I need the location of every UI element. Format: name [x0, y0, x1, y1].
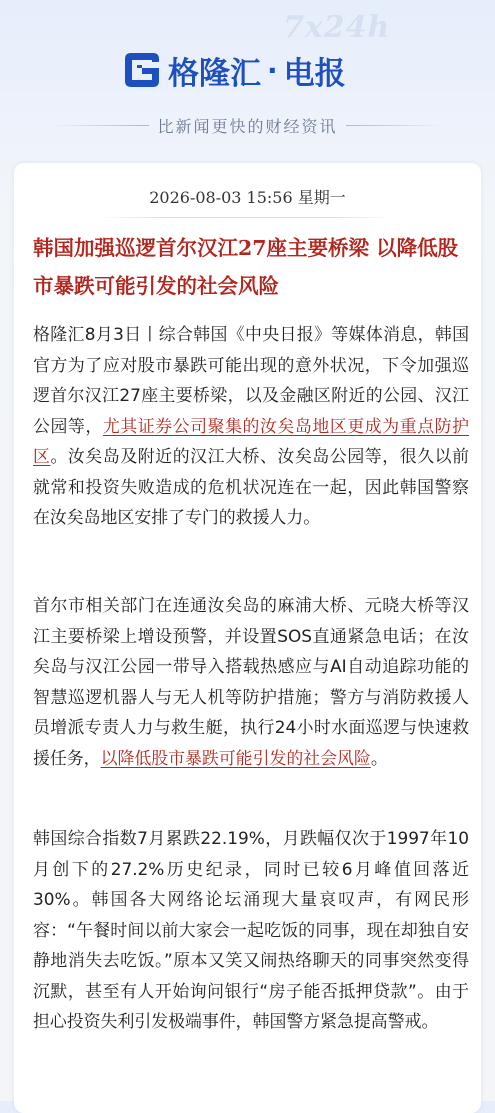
article-paragraph-1	[33, 319, 469, 533]
article-paragraph-3	[33, 823, 469, 1037]
article-paragraph-2	[33, 590, 469, 773]
gelonghui-logo-icon	[122, 50, 162, 90]
paragraph-1-text-a: 格隆汇8月3日丨综合韩国《中央日报》等媒体消息，韩国官方为了应对股市暴跌可能出现的意外状况，下令加强巡逻首尔汉江27座主要桥梁，以及金融区附近的公园、汉江公园等，	[33, 324, 469, 436]
paragraph-1-highlight: 尤其证券公司聚集的汝矣岛地区更成为重点防护区	[33, 415, 470, 466]
paragraph-2-highlight: 以降低股市暴跌可能引发的社会风险	[100, 747, 371, 768]
brand-section: 电报	[283, 55, 346, 92]
paragraph-3-text: 韩国综合指数7月累跌22.19%，月跌幅仅次于1997年10月创下的27.2%历史纪录，同时已较6月峰值回落近30%。韩国各大网络论坛涌现大量哀叹声，有网民形容：“午餐时间以前大家会一起吃饭的同事，现在却独自安静地消失去吃饭。”原本又笑又闹热络聊天的同事突然变得沉默，甚至有人开始询问银行“房子能否抵押贷款”。由于担心投资失利引发极端事件，韩国警方紧急提高警戒。	[33, 828, 469, 1031]
brand-header	[122, 48, 346, 92]
paragraph-1-text-b: 。汝矣岛及附近的汉江大桥、汝矣岛公园等，很久以前就常和投资失败造成的危机状况连在一起，因此韩国警察在汝矣岛地区安排了专门的救援人力。	[33, 446, 470, 527]
article-card	[14, 163, 481, 1113]
paragraph-2-text-a: 首尔市相关部门在连通汝矣岛的麻浦大桥、元晓大桥等汉江主要桥梁上增设预警，并设置SOS直通紧急电话；在汝矣岛与汉江公园一带导入搭载热感应与AI自动追踪功能的智慧巡逻机器人与无人机等防护措施；警方与消防救援人员增派专责人力与救生艇，执行24小时水面巡逻与快速救援任务，	[33, 595, 469, 768]
watermark-7x24h: 7x24h	[283, 10, 391, 45]
timestamp-divider	[100, 217, 395, 218]
tagline-row	[0, 108, 495, 142]
paragraph-2-text-b: 。	[370, 747, 388, 768]
article-timestamp: 2026-08-03 15:56 星期一	[149, 188, 346, 207]
tagline-line-right	[346, 125, 442, 126]
tagline: 比新闻更快的财经资讯	[157, 116, 338, 136]
brand-separator: ·	[267, 53, 278, 87]
tagline-line-left	[53, 125, 149, 126]
article-headline: 韩国加强巡逻首尔汉江27座主要桥梁 以降低股市暴跌可能引发的社会风险	[33, 236, 459, 298]
brand-name: 格隆汇	[168, 55, 261, 92]
